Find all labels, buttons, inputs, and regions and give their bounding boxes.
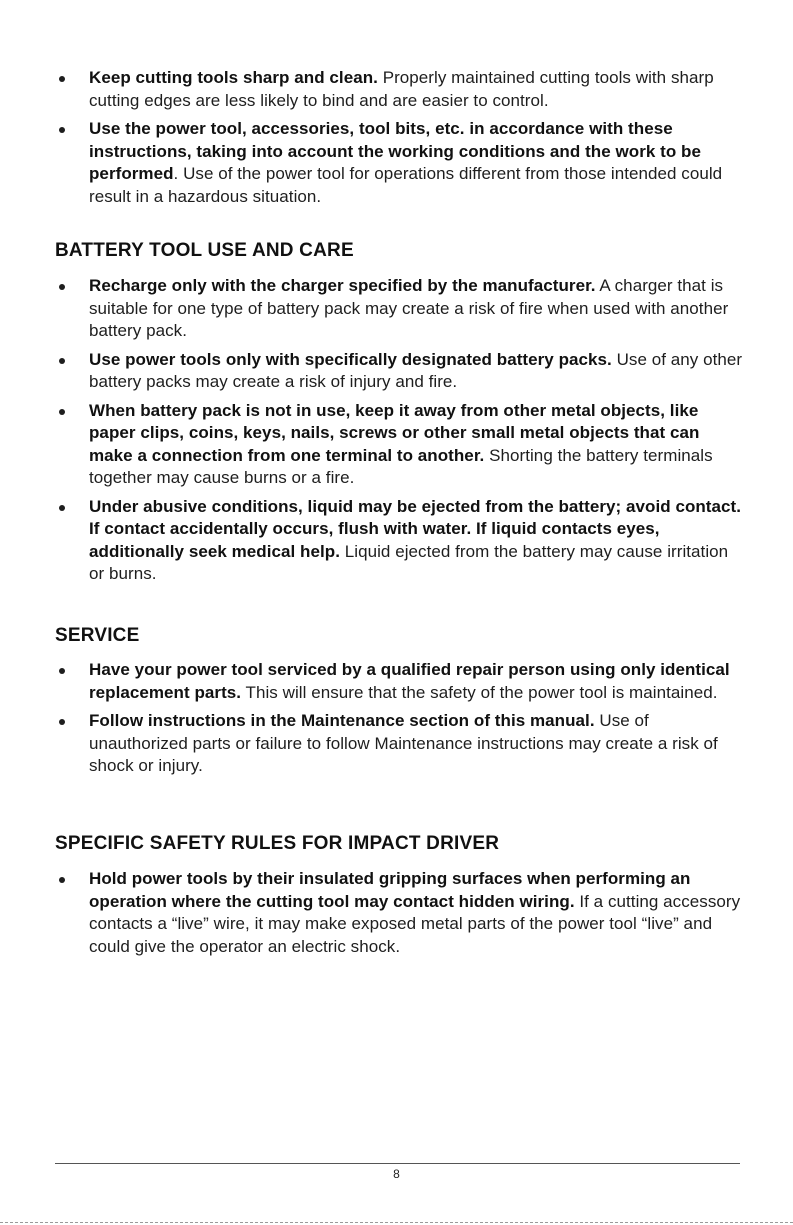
bullet-list-service: [55, 659, 745, 778]
list-item: [55, 496, 745, 586]
section-heading-battery: BATTERY TOOL USE AND CARE: [55, 240, 354, 261]
item-bold-text: Have your power tool serviced by a qualified repair person using only identical replacement parts.: [89, 660, 730, 702]
item-text: If a cutting accessory contacts a “live” wire, it may make exposed metal parts of the power tool “live” and could give the operator an electric shock.: [89, 891, 741, 956]
bullet-icon: [59, 668, 65, 674]
bullet-icon: [59, 284, 65, 290]
page-number: 8: [393, 1167, 400, 1181]
item-bold-text: When battery pack is not in use, keep it away from other metal objects, like paper clips, coins, keys, nails, screws or other small metal objects that can make a connection from one terminal to another.: [89, 400, 700, 465]
bullet-icon: [59, 505, 65, 511]
item-bold-text: Recharge only with the charger specified by the manufacturer.: [89, 276, 596, 295]
item-text: A charger that is suitable for one type of battery pack may create a risk of fire when used with another battery pack.: [89, 276, 729, 340]
bullet-icon: [59, 76, 65, 82]
bullet-list-impact-driver: [55, 868, 745, 958]
list-item: [55, 349, 745, 394]
item-bold-text: Use the power tool, accessories, tool bits, etc. in accordance with these instructions, taking into account the working conditions and the work to be performed: [89, 119, 701, 183]
list-item: [55, 400, 745, 490]
item-text: Use of any other battery packs may create a risk of injury and fire.: [89, 349, 743, 391]
list-item: [55, 659, 745, 704]
list-item: [55, 118, 745, 208]
list-item: [55, 67, 745, 112]
item-bold-text: Hold power tools by their insulated gripping surfaces when performing an operation where the cutting tool may contact hidden wiring.: [89, 869, 691, 911]
section-heading-impact-driver: SPECIFIC SAFETY RULES FOR IMPACT DRIVER: [55, 833, 500, 854]
bullet-icon: [59, 127, 65, 133]
item-text: Shorting the battery terminals together may cause burns or a fire.: [89, 445, 713, 487]
bullet-list-top: [55, 67, 745, 208]
bottom-edge-divider: [0, 1222, 793, 1223]
list-item: [55, 868, 745, 958]
item-bold-text: Use power tools only with specifically designated battery packs.: [89, 349, 612, 369]
footer-divider: [55, 1163, 740, 1164]
item-text: Use of unauthorized parts or failure to follow Maintenance instructions may create a risk of shock or injury.: [89, 711, 718, 775]
item-bold-text: Keep cutting tools sharp and clean.: [89, 68, 378, 87]
bullet-icon: [59, 877, 65, 883]
item-text: Properly maintained cutting tools with sharp cutting edges are less likely to bind and are easier to control.: [89, 68, 714, 110]
item-bold-text: Under abusive conditions, liquid may be ejected from the battery; avoid contact. If contact accidentally occurs, flush with water. If liquid contacts eyes, additionally seek medical help.: [89, 496, 742, 561]
item-text: Liquid ejected from the battery may cause irritation or burns.: [89, 541, 729, 583]
item-text: This will ensure that the safety of the power tool is maintained.: [241, 682, 718, 702]
item-bold-text: Follow instructions in the Maintenance section of this manual.: [89, 711, 595, 730]
section-heading-service: SERVICE: [55, 625, 140, 646]
list-item: [55, 710, 745, 778]
bullet-list-battery: [55, 275, 745, 586]
list-item: [55, 275, 745, 343]
bullet-icon: [59, 358, 65, 364]
item-text: . Use of the power tool for operations different from those intended could result in a hazardous situation.: [89, 164, 723, 206]
bullet-icon: [59, 719, 65, 725]
bullet-icon: [59, 409, 65, 415]
